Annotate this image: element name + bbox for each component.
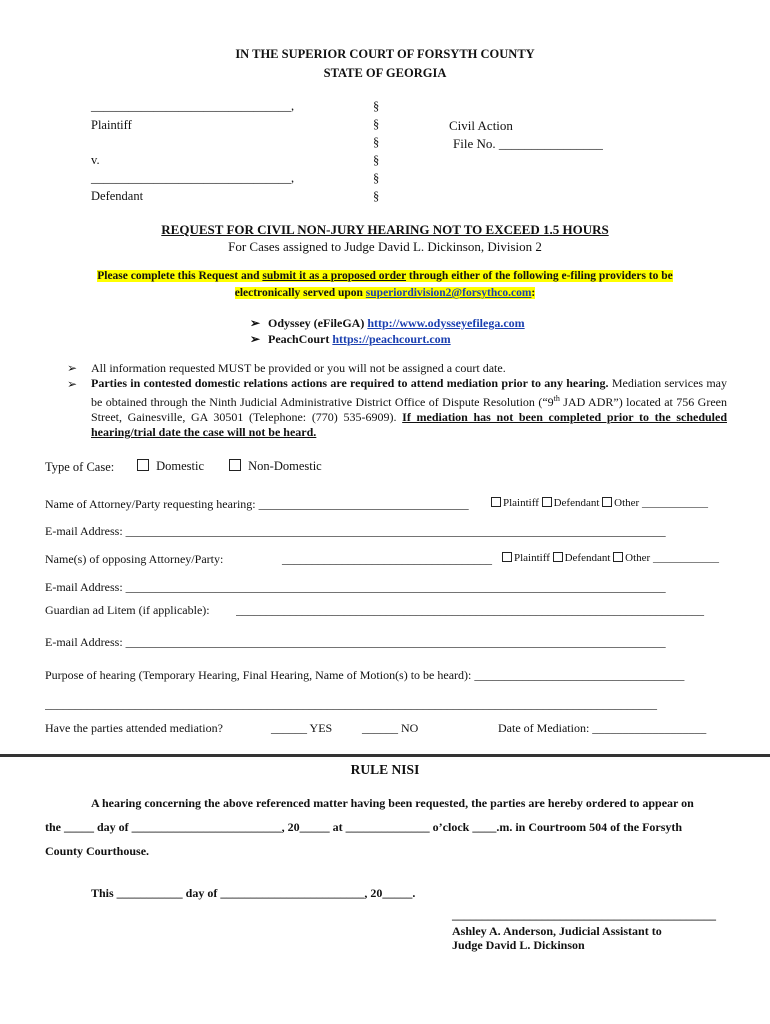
plaintiff-option-label: Plaintiff [514,552,550,564]
rule-nisi-line-3: County Courthouse. [45,844,150,858]
requesting-email-field[interactable]: E-mail Address: __________________________________________________________________________________________ [45,524,666,538]
instruction-warning: If mediation has not been completed prior to the scheduled hearing/trial date the case will not be heard. [91,410,727,439]
plaintiff-checkbox[interactable] [502,552,512,562]
guardian-email-field[interactable]: E-mail Address: __________________________________________________________________________________________ [45,635,666,649]
non-domestic-checkbox[interactable] [229,459,241,471]
division-email-link[interactable]: superiordivision2@forsythco.com [365,287,532,299]
section-mark: § [373,99,380,113]
section-mark: § [373,135,380,149]
notice-text: electronically served upon [234,287,366,299]
provider-peachcourt [250,332,451,347]
provider-odyssey [250,316,525,331]
case-type-label: Type of Case: [45,460,115,474]
peachcourt-link[interactable]: https://peachcourt.com [332,332,451,346]
arrow-bullet-icon: ➢ [250,332,261,346]
signatory-judge: Judge David L. Dickinson [452,938,585,952]
notice-text: : [531,287,536,299]
notice-line-2 [0,287,770,299]
order-date-field[interactable]: This ___________ day of ________________________, 20_____. [91,886,416,900]
plaintiff-checkbox[interactable] [491,497,501,507]
rule-nisi-title: RULE NISI [350,762,420,777]
section-mark: § [373,189,380,203]
document-title: REQUEST FOR CIVIL NON-JURY HEARING NOT TO EXCEED 1.5 HOURS [161,222,609,237]
section-mark: § [373,117,380,131]
signature-line[interactable]: ____________________________________________ [452,908,716,922]
plaintiff-option-label: Plaintiff [503,497,539,509]
provider-name: Odyssey (eFileGA) [268,316,368,330]
section-mark: § [373,153,380,167]
plaintiff-label: Plaintiff [91,118,132,132]
opposing-party-role [502,552,719,564]
odyssey-link[interactable]: http://www.odysseyefilega.com [367,316,525,330]
purpose-field[interactable]: Purpose of hearing (Temporary Hearing, Final Hearing, Name of Motion(s) to be heard): ___________________________________ [45,668,685,682]
requesting-party-role [491,497,708,509]
domestic-label: Domestic [156,459,205,473]
instruction-text: Mediation services may be obtained through the Ninth Judicial Administrative District Office of Dispute Resolution (“9 [91,376,727,409]
instruction-text: JAD ADR”) located at 756 Green Street, Gainesville, GA 30501 (Telephone: (770) 535-6909). [91,395,727,424]
court-name: IN THE SUPERIOR COURT OF FORSYTH COUNTY [235,47,535,61]
defendant-checkbox[interactable] [542,497,552,507]
other-checkbox[interactable] [613,552,623,562]
notice-line-1 [0,270,770,282]
non-domestic-option[interactable] [229,459,322,474]
defendant-option-label: Defendant [553,497,600,509]
notice-text: through either of the following e-filing providers to be [406,270,673,282]
other-option-field[interactable]: Other ____________ [625,552,719,564]
arrow-bullet-icon: ➢ [250,316,261,330]
plaintiff-blank: ________________________________, [91,99,295,113]
rule-nisi-line-2[interactable]: the _____ day of _________________________, 20_____ at ______________ o’clock ____.m. in Courtroom 504 of the Forsyth [45,820,683,834]
instruction-emphasis: Parties in contested domestic relations actions are required to attend mediation prior to any hearing. [91,376,609,390]
mediation-yes-field[interactable]: ______ YES [271,721,333,735]
mediation-question: Have the parties attended mediation? [45,721,223,735]
non-domestic-label: Non-Domestic [248,459,322,473]
guardian-field[interactable]: ______________________________________________________________________________ [236,603,704,617]
instruction-item-1: All information requested MUST be provided or you will not be assigned a court date. [91,361,506,375]
signatory-name: Ashley A. Anderson, Judicial Assistant to [452,924,662,938]
notice-emphasis: submit it as a proposed order [262,270,407,282]
court-state: STATE OF GEORGIA [323,66,447,80]
other-checkbox[interactable] [602,497,612,507]
document-subtitle: For Cases assigned to Judge David L. Dickinson, Division 2 [228,239,542,254]
rule-nisi-line-1: A hearing concerning the above referenced matter having been requested, the parties are hereby ordered to appear on [91,796,694,810]
arrow-bullet-icon: ➢ [67,361,78,375]
domestic-checkbox[interactable] [137,459,149,471]
defendant-checkbox[interactable] [553,552,563,562]
opposing-party-field[interactable]: ___________________________________ [282,552,492,566]
domestic-option[interactable] [137,459,204,474]
section-mark: § [373,171,380,185]
opposing-email-field[interactable]: E-mail Address: __________________________________________________________________________________________ [45,580,666,594]
requesting-attorney-field[interactable]: Name of Attorney/Party requesting hearing: ___________________________________ [45,497,469,511]
mediation-date-field[interactable]: Date of Mediation: ___________________ [498,721,707,735]
notice-text: Please complete this Request and [97,270,263,282]
defendant-option-label: Defendant [564,552,611,564]
versus-label: v. [91,153,100,167]
guardian-label: Guardian ad Litem (if applicable): [45,603,210,617]
defendant-label: Defendant [91,189,144,203]
arrow-bullet-icon: ➢ [67,377,78,391]
opposing-party-label: Name(s) of opposing Attorney/Party: [45,552,224,566]
section-divider [0,754,770,757]
purpose-continuation-field[interactable]: ______________________________________________________________________________________________________ [45,697,657,711]
file-number-field[interactable]: File No. ________________ [453,136,603,151]
provider-name: PeachCourt [268,332,333,346]
civil-action-label: Civil Action [449,118,513,133]
mediation-no-field[interactable]: ______ NO [362,721,419,735]
instruction-superscript: th [553,394,560,403]
defendant-blank: ________________________________, [91,171,295,185]
other-option-field[interactable]: Other ____________ [614,497,708,509]
instruction-item-2 [91,376,727,440]
